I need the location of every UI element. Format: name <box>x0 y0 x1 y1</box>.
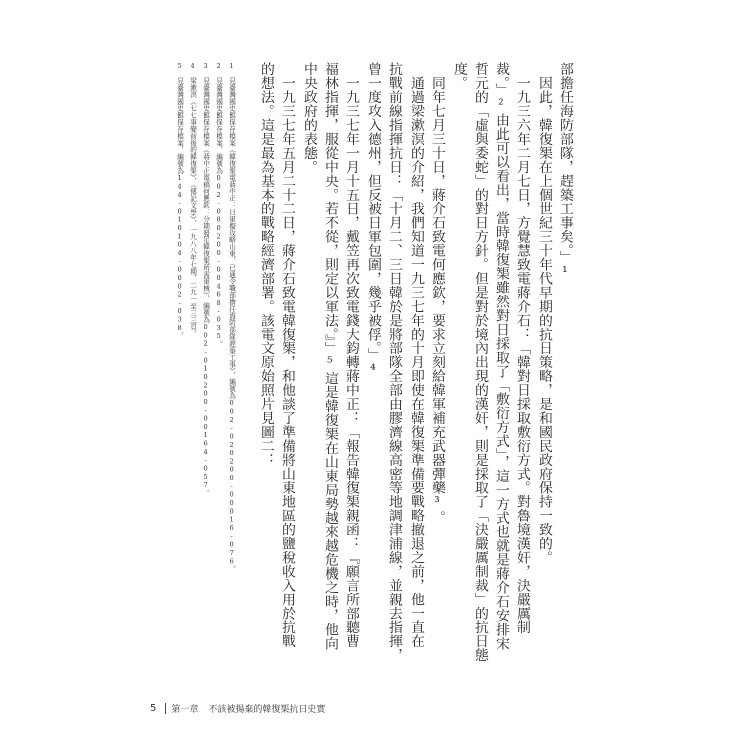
footer-divider <box>165 703 166 714</box>
body-column-6: 度。 <box>450 62 467 90</box>
chapter-title: 不該被揚棄的韓復榘抗日史實 <box>208 704 326 715</box>
body-column-11: 一九三七年一月十五日，戴笠再次致電錢大鈞轉蔣中正：「報告韓復榘親函：『願言所部聽曹 <box>342 62 359 648</box>
body-column-8: 通過梁漱溟的介紹，我們知道一九三七年的十月即使在韓復榘準備要戰略撤退之前，他一直在 <box>407 62 424 648</box>
body-column-3: 一九三六年二月七日，方覺慧致電蔣介石：「韓對日採取敷衍方式。對魯境漢奸，決嚴厲制 <box>513 62 530 634</box>
body-column-1: 部擔任海防部隊，趕築工事矣。」¹ <box>556 62 573 281</box>
body-column-9: 抗戰前線指揮抗日：「十月二、三日韓於是將部隊全部由膠濟線高密等地調津浦線，並親去指揮， <box>385 62 402 662</box>
body-column-4: 裁。」²由此可以看出，當時韓復榘雖然對日採取了「敷衍方式」，這一方式也就是蔣介石安排宋 <box>492 62 509 651</box>
body-column-7: 同年七月三十日，蔣介石致電何應欽，要求立刻給韓軍補充武器彈藥³。 <box>428 62 445 525</box>
footnote-5: 5 見臺灣國史館保存檔案，編號為144-010104-0002-038。 <box>175 62 184 340</box>
page-number: 5 <box>150 702 157 714</box>
footnote-4: 4 梁漱溟《七七事變前後的韓復榘》，《傳記文學》，一九八八年七期，二九一至三三頁。 <box>188 62 197 338</box>
body-column-5: 哲元的「虛與委蛇」的對日方針。但是對於境內出現的漢奸，則是採取了「決嚴厲制裁」的抗日態 <box>471 62 488 662</box>
footnote-2: 2 見臺灣國史館保存檔案，編號為002-080200-00468-035。 <box>214 62 223 348</box>
body-column-13: 中央政府的表態。 <box>300 62 317 174</box>
footnote-3: 3 見臺灣國史館保存檔案《蔣中正電稿何應欽：分期發足韓復榘所需軍械》，編號為002-010200-00164-057。 <box>201 62 210 497</box>
page-footer <box>150 700 325 716</box>
body-column-12: 福林指揮，服從中央。若不從，則定以軍法。』」⁵這是韓復榘在山東局勢越來越危機之時，他向 <box>321 62 338 651</box>
body-column-15: 的想法。這是最為基本的戰略經濟部署。該電文原始照片見圖二： <box>257 62 274 467</box>
body-column-10: 曾一度攻入德州，但反被日軍包圍，幾乎被俘。」⁴ <box>364 62 381 378</box>
body-column-14: 一九三七年五月二十二日，蔣介石致電韓復榘，和他談了準備將山東地區的鹽稅收入用於抗戰 <box>278 62 295 648</box>
footnote-1: 1 見臺灣國史館保存檔案《韓復榘電蔣中正：日軍擬攻略山東，已通令職部擔任海防部隊趕築工事》，編號為002-020200-00016-076。 <box>227 62 236 573</box>
body-column-2: 因此，韓復榘在上個世紀三十年代早期的抗日策略，是和國民政府保持一致的。 <box>535 62 552 565</box>
chapter-label: 第一章 <box>171 704 199 715</box>
